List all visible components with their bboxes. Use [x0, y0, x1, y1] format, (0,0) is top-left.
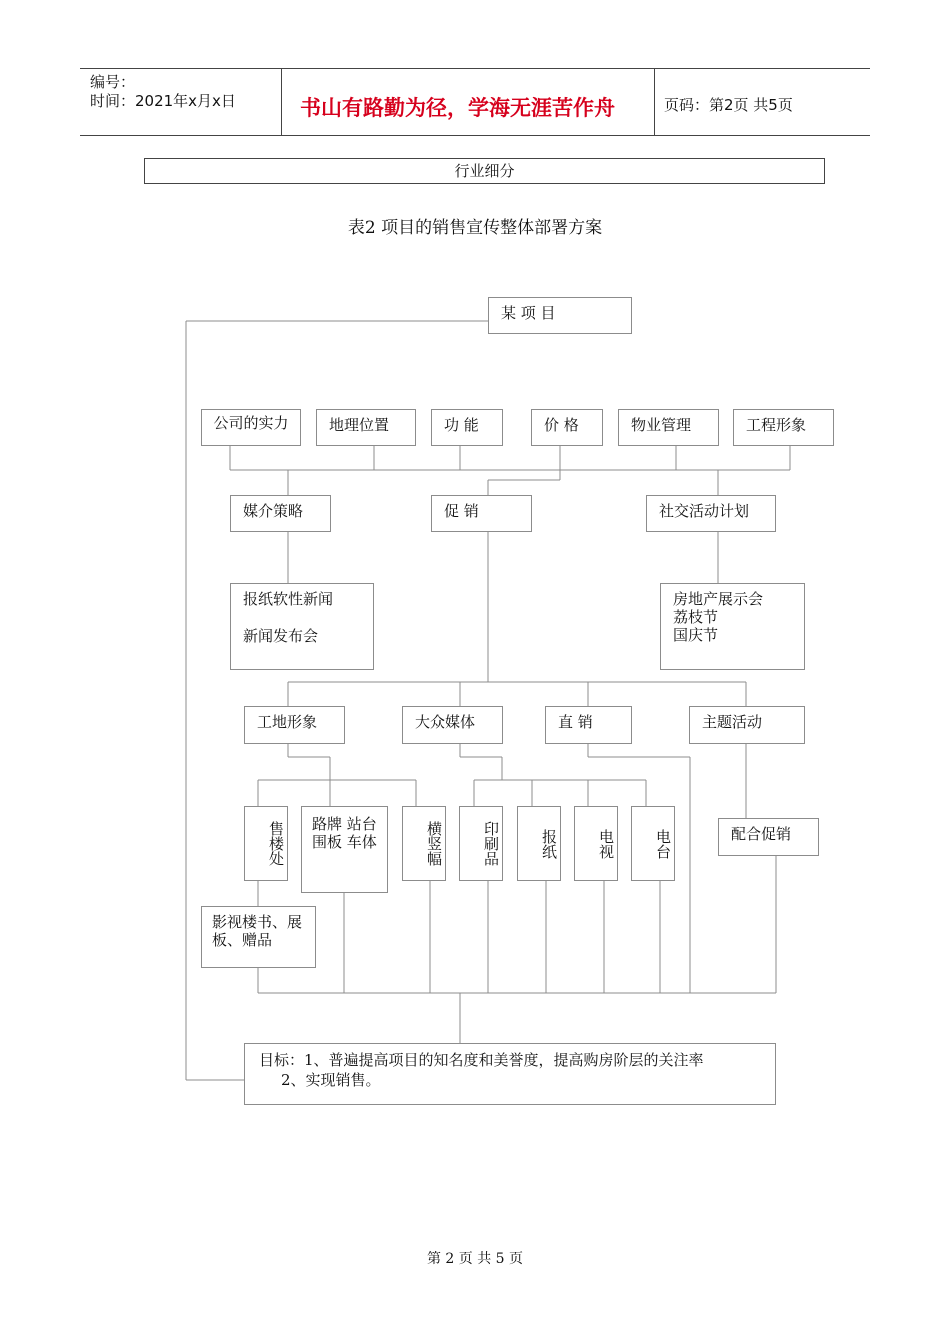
table-title: 表2 项目的销售宣传整体部署方案	[347, 218, 603, 238]
root-project-label: 某 项 目	[501, 304, 556, 322]
social-detail-item: 荔枝节	[673, 608, 719, 626]
site-subitem-label: 影视楼书、展板、赠品	[212, 913, 303, 949]
media-details-box	[230, 583, 374, 670]
theme-support-promotion	[718, 818, 819, 856]
strategy-label: 社交活动计划	[659, 502, 750, 520]
media-item-label: 电台	[654, 828, 672, 859]
strategy-media	[230, 495, 331, 532]
factor-label: 功 能	[444, 416, 479, 434]
media-item-label: 电视	[597, 828, 615, 859]
header-number-label: 编号：	[90, 73, 136, 91]
site-sales-office	[244, 806, 288, 881]
factor-label: 工程形象	[746, 416, 807, 434]
media-banners	[402, 806, 446, 881]
media-item-label: 印刷品	[482, 821, 500, 866]
factor-label: 物业管理	[631, 416, 692, 434]
header-time-label: 时间：2021年x月x日	[90, 92, 236, 110]
category-bar-label: 行业细分	[454, 162, 515, 180]
social-detail-item: 房地产展示会	[673, 590, 764, 608]
channel-label: 直 销	[558, 713, 593, 731]
page-footer: 第 2 页 共 5 页	[426, 1251, 524, 1267]
site-item-label: 售楼处	[267, 821, 285, 866]
factor-label: 价 格	[544, 416, 579, 434]
strategy-label: 媒介策略	[243, 502, 304, 520]
channel-label: 主题活动	[702, 713, 763, 731]
media-printed	[459, 806, 503, 881]
factor-label: 地理位置	[329, 416, 390, 434]
goal-line-1: 目标：1、普遍提高项目的知名度和美誉度，提高购房阶层的关注率	[259, 1051, 704, 1069]
theme-item-label: 配合促销	[731, 825, 792, 843]
site-item-label: 路牌 站台 围板 车体	[312, 815, 377, 851]
channel-mass-media	[402, 706, 503, 744]
channel-label: 大众媒体	[415, 713, 476, 731]
media-detail-item: 新闻发布会	[243, 627, 319, 645]
root-project-box	[488, 297, 632, 334]
site-billboards	[301, 806, 388, 893]
channel-direct-sales	[545, 706, 632, 744]
factor-function	[431, 409, 503, 446]
media-item-label: 报纸	[540, 828, 558, 859]
strategy-label: 促 销	[444, 502, 479, 520]
factor-engineering-image	[733, 409, 834, 446]
channel-theme-activity	[689, 706, 805, 744]
social-details-box	[660, 583, 805, 670]
channel-label: 工地形象	[257, 713, 318, 731]
strategy-social-events	[646, 495, 776, 532]
social-detail-item: 国庆节	[673, 626, 719, 644]
strategy-promotion	[431, 495, 532, 532]
media-detail-item: 报纸软性新闻	[243, 590, 334, 608]
channel-site-image	[244, 706, 345, 744]
media-tv	[574, 806, 618, 881]
media-newspaper	[517, 806, 561, 881]
goal-line-2: 2、实现销售。	[281, 1071, 381, 1089]
header-page-info: 页码：第2页 共5页	[664, 96, 793, 114]
site-subitem-box	[201, 906, 316, 968]
media-radio	[631, 806, 675, 881]
factor-price	[531, 409, 603, 446]
media-item-label: 横竖幅	[425, 821, 443, 866]
factor-location	[316, 409, 416, 446]
factor-property-management	[618, 409, 719, 446]
factor-company-strength	[201, 409, 301, 446]
goal-box	[244, 1043, 776, 1105]
factor-label: 公司的实力	[213, 414, 289, 432]
header-motto: 书山有路勤为径，学海无涯苦作舟	[300, 96, 615, 120]
